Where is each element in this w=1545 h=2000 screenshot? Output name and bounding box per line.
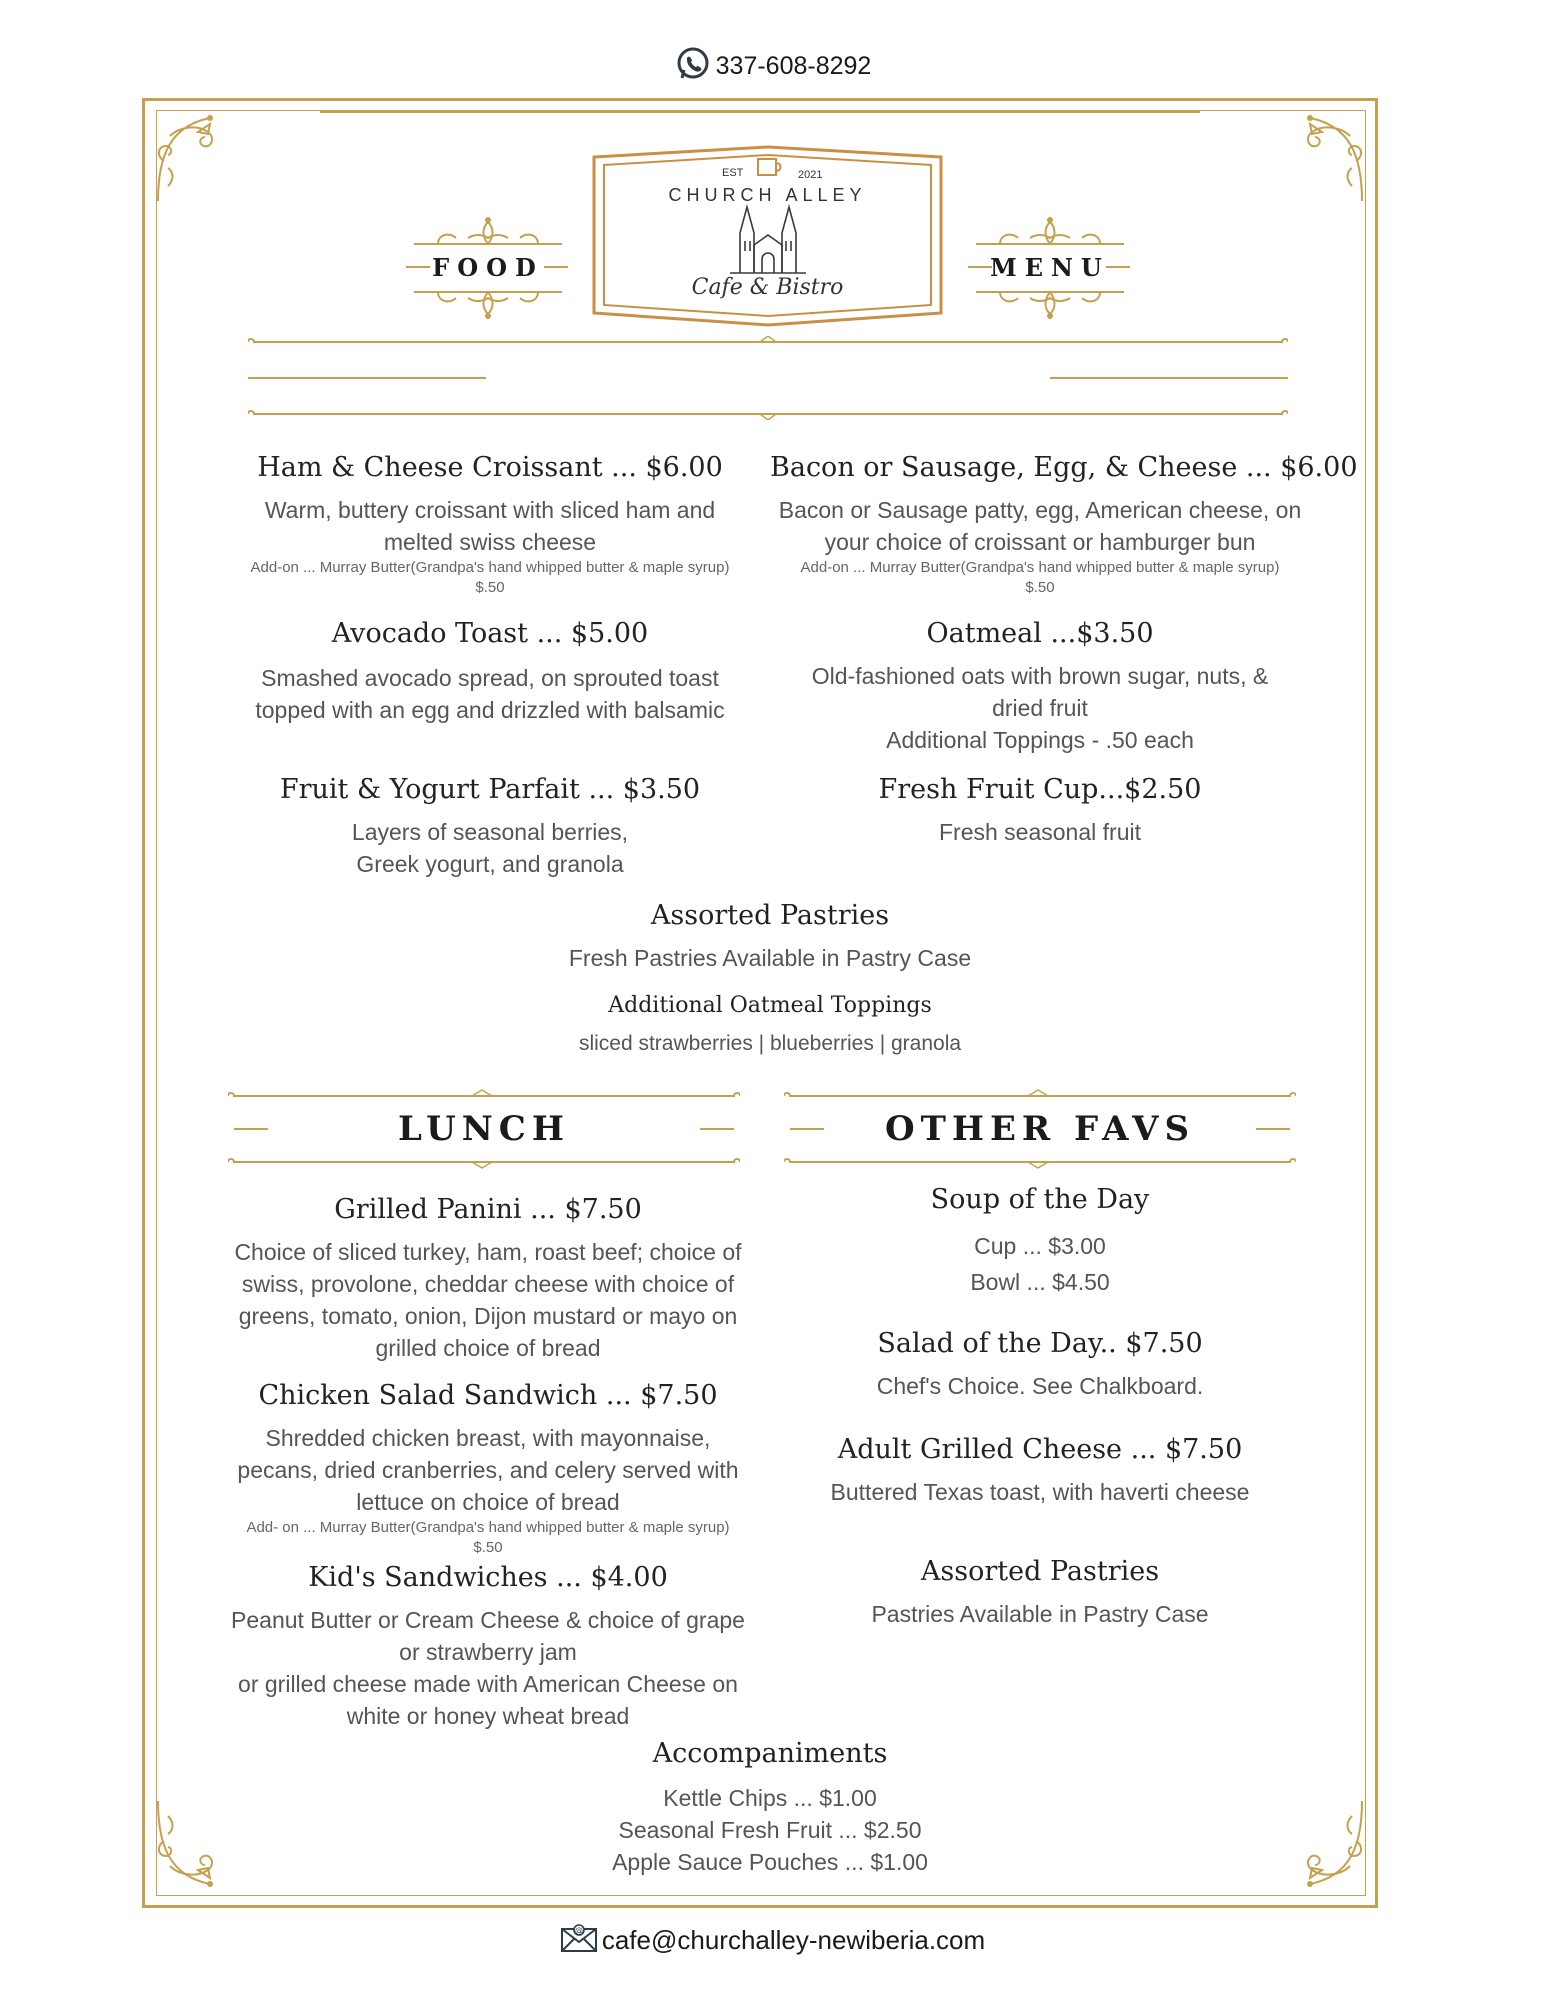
item-description: Smashed avocado spread, on sprouted toast topped with an egg and drizzled with balsamic — [255, 665, 725, 723]
corner-flourish-top-right — [1280, 106, 1370, 206]
item-description: Bacon or Sausage patty, egg, American cheese, on your choice of croissant or hamburger bun — [778, 497, 1302, 555]
menu-heading: MENU — [990, 253, 1110, 282]
pastries-section — [470, 898, 1070, 974]
item-title: Bacon or Sausage, Egg, & Cheese ... $6.00 — [770, 452, 1358, 483]
phone-number[interactable]: 337-608-8292 — [715, 51, 872, 80]
item-title: Ham & Cheese Croissant ... $6.00 — [257, 452, 723, 483]
other-favs-heading: OTHER FAVS — [884, 1109, 1196, 1149]
cafe-logo — [590, 145, 945, 327]
toppings-section — [470, 990, 1070, 1060]
accompaniments-title: Accompaniments — [652, 1738, 888, 1769]
item-description: Buttered Texas toast, with haverti cheese — [830, 1479, 1250, 1505]
logo-name: CHURCH ALLEY — [668, 185, 867, 205]
svg-text:@: @ — [574, 1925, 583, 1935]
coffee-cup-icon — [758, 159, 781, 175]
list-item: Apple Sauce Pouches ... $1.00 — [612, 1849, 928, 1875]
menu-item — [770, 616, 1310, 756]
item-description: Fresh Pastries Available in Pastry Case — [568, 945, 972, 971]
item-description: Choice of sliced turkey, ham, roast beef; choice of swiss, provolone, cheddar cheese with choice of greens, tomato, onion, Dijon mustard or mayo on grilled choice of bread — [234, 1239, 742, 1361]
item-addon: Add- on ... Murray Butter(Grandpa's hand whipped butter & maple syrup) $.50 — [246, 1519, 730, 1556]
corner-flourish-bottom-right — [1280, 1796, 1370, 1896]
menu-item — [218, 1192, 758, 1364]
item-title: Chicken Salad Sandwich ... $7.50 — [258, 1380, 718, 1411]
food-dash-right — [544, 265, 570, 269]
item-title: Salad of the Day.. $7.50 — [877, 1328, 1203, 1359]
item-title: Oatmeal ...$3.50 — [926, 618, 1154, 649]
menu-ornament-bottom — [970, 286, 1130, 322]
accompaniments-section — [470, 1736, 1070, 1878]
list-item: Seasonal Fresh Fruit ... $2.50 — [618, 1817, 922, 1843]
accompaniments-list — [470, 1782, 1070, 1878]
food-ornament-bottom — [408, 286, 568, 322]
item-description: Pastries Available in Pastry Case — [871, 1601, 1209, 1627]
menu-item — [218, 1560, 758, 1732]
item-title: Soup of the Day — [930, 1184, 1150, 1215]
food-dash-left — [406, 265, 432, 269]
logo-est: EST — [722, 167, 744, 179]
list-item: Kettle Chips ... $1.00 — [663, 1785, 877, 1811]
menu-item — [770, 772, 1310, 848]
menu-dash-left — [968, 265, 994, 269]
menu-dash-right — [1106, 265, 1132, 269]
item-description: Shredded chicken breast, with mayonnaise, pecans, dried cranberries, and celery served with lettuce on choice of bread — [237, 1425, 739, 1515]
item-title: Kid's Sandwiches ... $4.00 — [308, 1562, 668, 1593]
email-address[interactable]: cafe@churchalley-newiberia.com — [601, 1924, 986, 1955]
toppings-title: Additional Oatmeal Toppings — [608, 993, 932, 1018]
corner-flourish-top-left — [150, 106, 240, 206]
menu-item — [770, 1182, 1310, 1300]
phone-contact — [0, 46, 1545, 86]
menu-item — [770, 450, 1358, 598]
item-description: Fresh seasonal fruit — [939, 819, 1141, 845]
item-title: Fruit & Yogurt Parfait ... $3.50 — [279, 774, 701, 805]
email-contact — [0, 1920, 1545, 1960]
menu-item — [220, 772, 760, 880]
item-title: Avocado Toast ... $5.00 — [331, 618, 649, 649]
whatsapp-icon — [674, 45, 712, 88]
item-title: Assorted Pastries — [920, 1556, 1160, 1587]
item-title: Adult Grilled Cheese ... $7.50 — [837, 1434, 1243, 1465]
menu-item — [218, 1378, 758, 1558]
item-title: Fresh Fruit Cup...$2.50 — [878, 774, 1202, 805]
church-icon — [730, 207, 806, 273]
lunch-heading: LUNCH — [398, 1109, 570, 1149]
menu-item — [770, 1554, 1310, 1630]
item-description: Warm, buttery croissant with sliced ham and melted swiss cheese — [264, 497, 716, 555]
logo-script: Cafe & Bistro — [691, 275, 844, 300]
logo-year: 2021 — [798, 169, 823, 181]
menu-item — [770, 1432, 1310, 1508]
item-description: Old-fashioned oats with brown sugar, nuts, & dried fruit Additional Toppings - .50 each — [811, 663, 1269, 753]
item-addon: Add-on ... Murray Butter(Grandpa's hand whipped butter & maple syrup) $.50 — [800, 559, 1280, 596]
item-description: Chef's Choice. See Chalkboard. — [876, 1373, 1204, 1399]
menu-item — [220, 616, 760, 726]
menu-item — [220, 450, 760, 598]
item-addon: Add-on ... Murray Butter(Grandpa's hand whipped butter & maple syrup) $.50 — [250, 559, 730, 596]
envelope-icon — [560, 1923, 598, 1958]
item-title: Assorted Pastries — [650, 900, 890, 931]
food-heading: FOOD — [432, 253, 544, 282]
item-description: Peanut Butter or Cream Cheese & choice of grape or strawberry jam or grilled cheese made with American Cheese on white or honey wheat bread — [231, 1607, 745, 1729]
menu-ornament-top — [970, 214, 1130, 250]
item-title: Grilled Panini ... $7.50 — [334, 1194, 642, 1225]
food-ornament-top — [408, 214, 568, 250]
header-divider — [248, 336, 1288, 420]
menu-item — [770, 1326, 1310, 1402]
item-description: Layers of seasonal berries, Greek yogurt, and granola — [351, 819, 629, 877]
top-border-ornament — [320, 106, 1200, 126]
toppings-list: sliced strawberries | blueberries | granola — [578, 1032, 962, 1055]
item-description: Cup ... $3.00 Bowl ... $4.50 — [970, 1233, 1110, 1295]
corner-flourish-bottom-left — [150, 1796, 240, 1896]
